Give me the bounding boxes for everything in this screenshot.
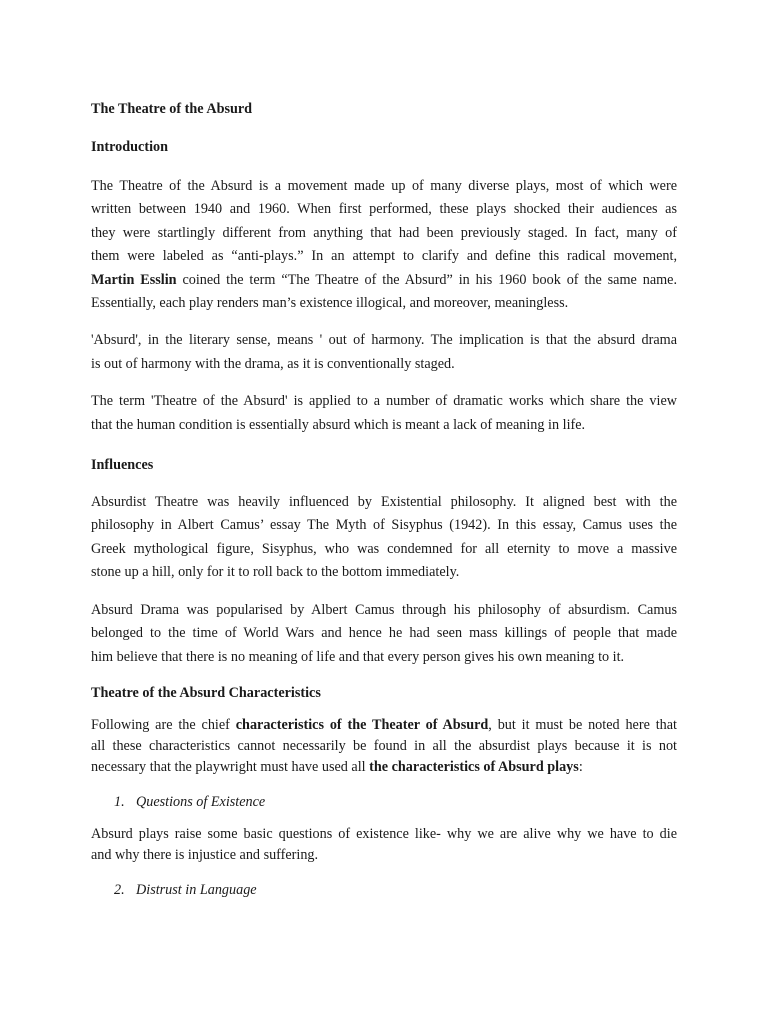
list-label: Questions of Existence [136, 793, 266, 810]
paragraph-characteristics [91, 715, 677, 778]
text-span: coined the term “The Theatre of the Absurd” in his 1960 book of the same name. [176, 271, 677, 288]
bold-phrase: characteristics of the Theater of Absurd [235, 716, 489, 733]
introduction-heading: Introduction [91, 139, 168, 155]
text-line: philosophy in Albert Camus’ essay The Myth of Sisyphus (1942). In this essay, Camus uses the [91, 517, 677, 534]
text-line: all these characteristics cannot necessarily be found in all the absurdist plays because it is not [91, 737, 677, 754]
text-line: belonged to the time of World Wars and hence he had seen mass killings of people that made [91, 625, 677, 642]
text-line: 'Absurd', in the literary sense, means ' out of harmony. The implication is that the absurd drama [91, 332, 677, 349]
text-line: Greek mythological figure, Sisyphus, who was condemned for all eternity to move a massive [91, 540, 677, 557]
text-line [91, 715, 677, 736]
text-line: stone up a hill, only for it to roll back to the bottom immediately. [91, 564, 460, 581]
text-line [91, 757, 677, 778]
influences-heading: Influences [91, 457, 154, 474]
text-line [91, 269, 677, 292]
list-item-questions-of-existence [91, 792, 677, 812]
text-line: Essentially, each play renders man’s existence illogical, and moreover, meaningless. [91, 295, 569, 312]
text-span: : [578, 758, 583, 775]
martin-esslin-name: Martin Esslin [91, 271, 177, 288]
text-line: Absurdist Theatre was heavily influenced by Existential philosophy. It aligned best with the [91, 494, 677, 511]
bold-phrase: the characteristics of Absurd plays [369, 758, 579, 775]
text-line: is out of harmony with the drama, as it is conventionally staged. [91, 355, 455, 372]
text-line: they were startlingly different from anything that had been previously staged. In fact, many of [91, 224, 677, 241]
paragraph-intro [91, 175, 677, 315]
text-span: , but it must be noted here that [488, 716, 678, 733]
text-line: them were labeled as “anti-plays.” In an attempt to clarify and define this radical movement, [91, 248, 677, 265]
paragraph-camus [91, 599, 677, 669]
text-line: The term 'Theatre of the Absurd' is applied to a number of dramatic works which share the view [91, 393, 677, 410]
document-title: The Theatre of the Absurd [91, 101, 253, 117]
paragraph-term [91, 390, 677, 437]
text-span: Following are the chief [91, 716, 236, 733]
list-item-distrust-in-language [91, 880, 677, 900]
text-span: necessary that the playwright must have used all [91, 758, 370, 775]
text-line: written between 1940 and 1960. When first performed, these plays shocked their audiences as [91, 201, 677, 218]
list-label: Distrust in Language [136, 881, 257, 898]
text-line: that the human condition is essentially absurd which is meant a lack of meaning in life. [91, 416, 586, 433]
paragraph-questions [91, 824, 677, 866]
paragraph-existential [91, 491, 677, 585]
text-line: and why there is injustice and suffering. [91, 846, 319, 863]
list-number: 2. [114, 881, 125, 898]
paragraph-absurd-meaning [91, 329, 677, 376]
text-line: The Theatre of the Absurd is a movement made up of many diverse plays, most of which were [91, 178, 677, 194]
text-line: Absurd Drama was popularised by Albert Camus through his philosophy of absurdism. Camus [91, 601, 677, 618]
text-line: Absurd plays raise some basic questions of existence like- why we are alive why we have to die [91, 825, 677, 842]
text-line: him believe that there is no meaning of life and that every person gives his own meaning to it. [91, 648, 625, 665]
characteristics-heading: Theatre of the Absurd Characteristics [91, 684, 321, 701]
list-number: 1. [114, 793, 125, 810]
